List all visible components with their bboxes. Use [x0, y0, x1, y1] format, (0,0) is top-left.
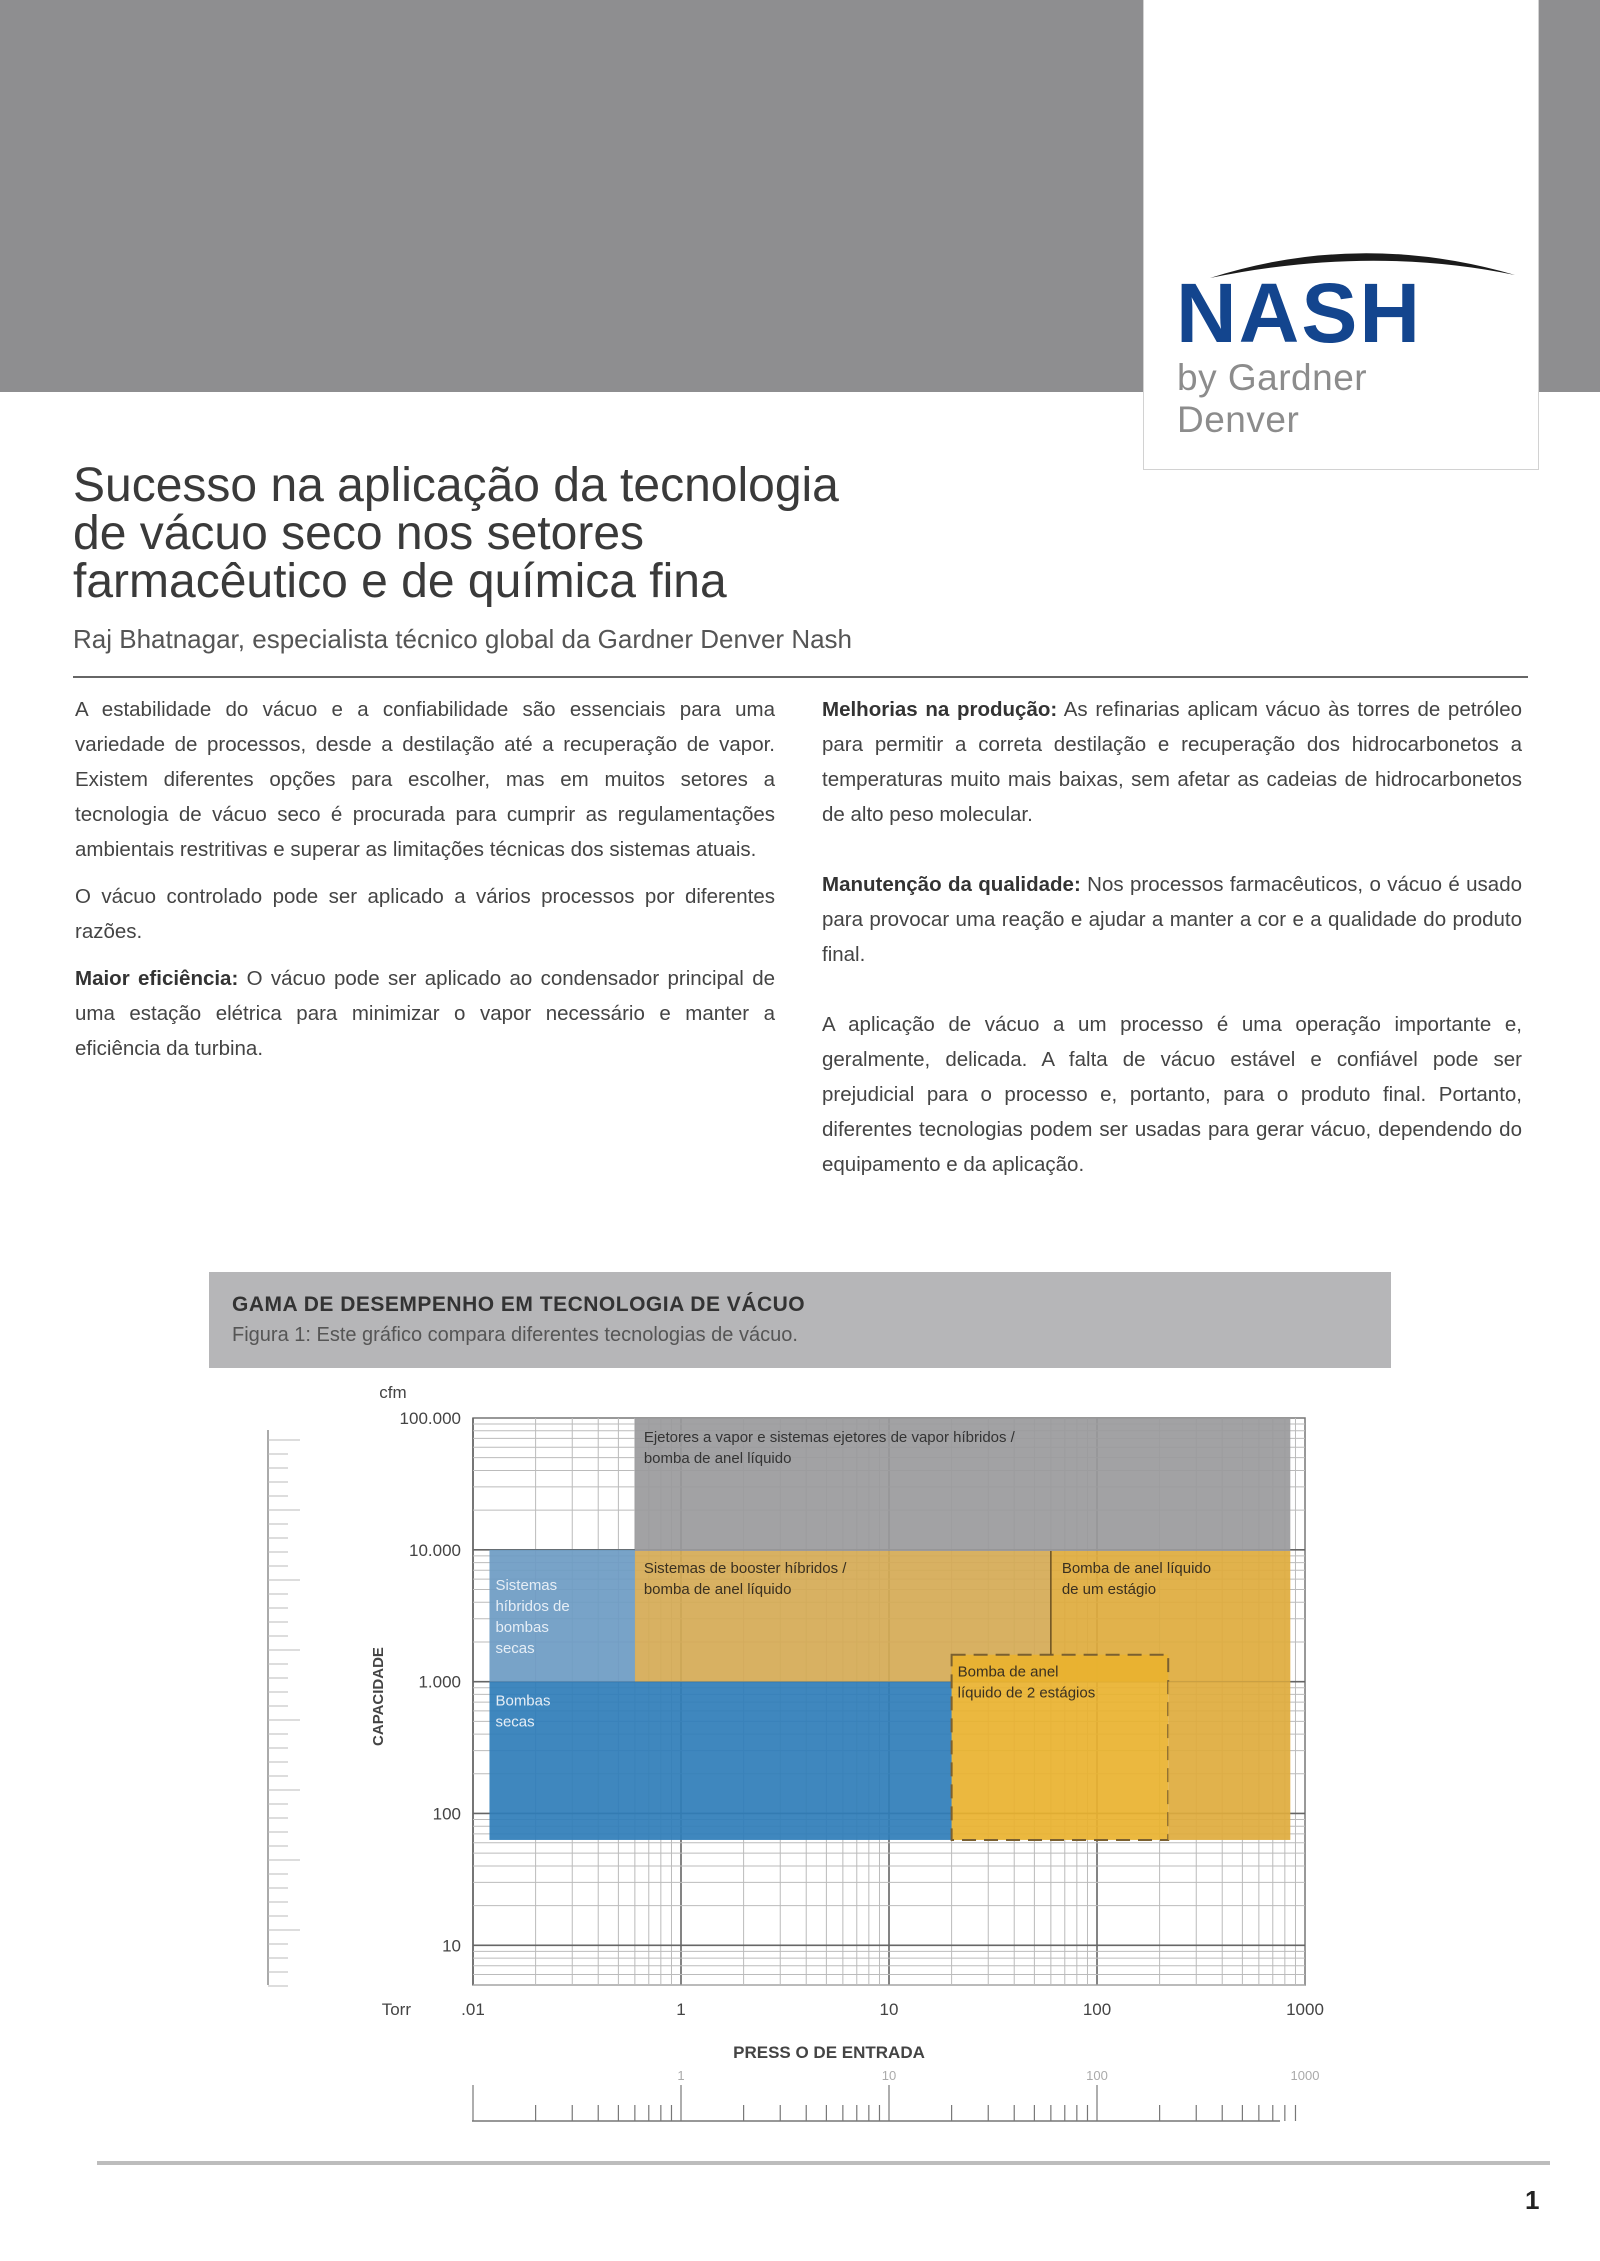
secondary-scale-label: 10: [881, 2068, 897, 2083]
region-label: secas: [495, 1713, 535, 1731]
region-label: Bomba de anel líquido: [1061, 1559, 1212, 1577]
region-label: Sistemas: [495, 1576, 558, 1594]
y-unit-label: cfm: [379, 1383, 407, 1402]
paragraph-lead: Melhorias na produção:: [822, 698, 1058, 721]
chart-region: [489, 1550, 634, 1682]
paragraph: A estabilidade do vácuo e a confiabilidade são essenciais para uma variedade de processos, desde a destilação até a recuperação de vapor. Existem diferentes opções para escolher, mas em muitos setores a tecnologia de vácuo seco é procurada para cumprir as regulamentações ambientais restritivas e superar as limitações técnicas dos sistemas atuais.: [75, 698, 775, 861]
chart-region: [952, 1655, 1169, 1840]
region-label: Bomba de anel: [957, 1663, 1059, 1681]
secondary-scale-label: 100: [1086, 2068, 1108, 2083]
article-author: Raj Bhatnagar, especialista técnico global da Gardner Denver Nash: [73, 624, 853, 654]
secondary-scale-label: 1000: [1290, 2068, 1320, 2083]
secondary-scale-label: 1: [677, 2068, 685, 2083]
paragraph: A aplicação de vácuo a um processo é uma operação importante e, geralmente, delicada. A falta de vácuo estável e confiável pode ser prejudicial para o processo e, portanto, para o produto final. Portanto, diferentes tecnologias podem ser usadas para gerar vácuo, dependendo do equipamento e da aplicação.: [822, 1013, 1522, 1176]
region-label: bombas: [495, 1618, 549, 1636]
x-tick-label: 1000: [1286, 2000, 1324, 2019]
region-label: bomba de anel líquido: [643, 1580, 792, 1598]
region-label: Ejetores a vapor e sistemas ejetores de vapor híbridos /: [643, 1429, 1015, 1446]
region-label: secas: [495, 1639, 535, 1657]
paragraph-text: O vácuo pode ser aplicado ao condensador principal de uma estação elétrica para minimizar o vapor necessário e manter a eficiência da turbina.: [75, 967, 776, 1060]
x-tick-label: 1: [676, 2000, 686, 2019]
title-line: farmacêutico e de química fina: [73, 555, 727, 608]
figure-caption: Figura 1: Este gráfico compara diferentes tecnologias de vácuo.: [232, 1324, 798, 1346]
y-axis-title: CAPACIDADE: [370, 1647, 387, 1746]
chart-region: [489, 1682, 951, 1840]
y-tick-label: 100: [432, 1804, 461, 1824]
y-tick-label: 10.000: [409, 1540, 461, 1560]
x-tick-label: 10: [879, 2000, 899, 2019]
x-unit-label: Torr: [381, 2000, 411, 2019]
paragraph-text: As refinarias aplicam vácuo às torres de petróleo para permitir a correta destilação e recuperação dos hidrocarbonetos a temperaturas muito mais baixas, sem afetar as cadeias de hidrocarbonetos de alto peso molecular.: [822, 698, 1523, 826]
title-line: de vácuo seco nos setores: [73, 507, 645, 560]
page-number: 1: [1525, 2185, 1540, 2215]
paragraph-text: Nos processos farmacêuticos, o vácuo é usado para provocar uma reação e ajudar a manter a cor e a qualidade do produto final.: [822, 873, 1523, 966]
paragraph-lead: Manutenção da qualidade:: [822, 873, 1081, 896]
y-tick-label: 10: [442, 1936, 461, 1956]
figure-title: GAMA DE DESEMPENHO EM TECNOLOGIA DE VÁCUO: [232, 1293, 806, 1316]
logo-wordmark: NASH: [1176, 266, 1423, 355]
y-tick-label: 1.000: [418, 1672, 461, 1692]
x-tick-label: .01: [461, 2000, 485, 2019]
region-label: líquido de 2 estágios: [957, 1684, 1096, 1702]
region-label: de um estágio: [1061, 1580, 1157, 1598]
x-tick-label: 100: [1082, 2000, 1112, 2019]
region-label: híbridos de: [495, 1597, 570, 1615]
y-tick-label: 100.000: [399, 1409, 461, 1428]
region-label: Sistemas de booster híbridos /: [643, 1559, 847, 1577]
paragraph-lead: Maior eficiência:: [75, 967, 239, 990]
title-line: Sucesso na aplicação da tecnologia: [73, 459, 839, 512]
logo-subtitle: by Gardner Denver: [1177, 357, 1368, 440]
footer-rule: [97, 2161, 1550, 2165]
region-label: bomba de anel líquido: [643, 1450, 792, 1467]
paragraph: O vácuo controlado pode ser aplicado a vários processos por diferentes razões.: [75, 885, 775, 943]
region-label: Bombas: [495, 1692, 551, 1710]
chart-region: [1168, 1682, 1290, 1840]
x-axis-title: PRESS O DE ENTRADA: [733, 2043, 925, 2062]
